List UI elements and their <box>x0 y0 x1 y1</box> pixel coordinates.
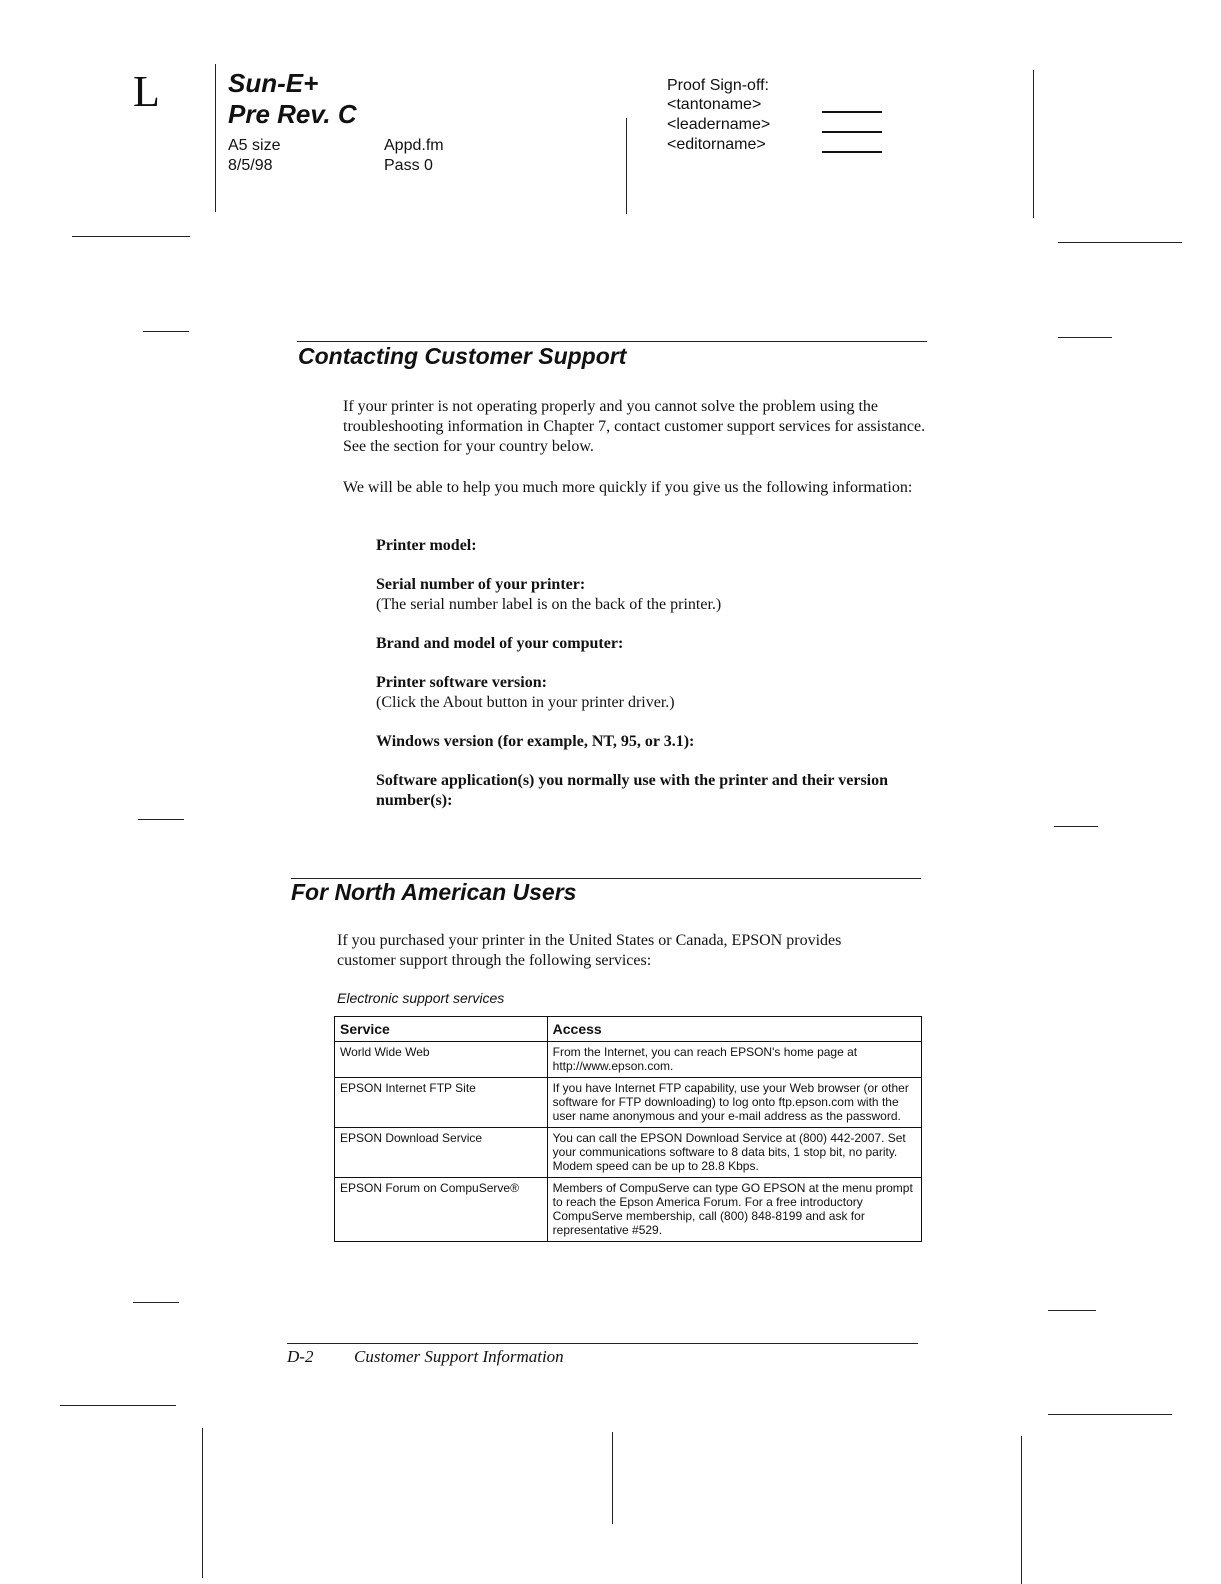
info-item-applications <box>376 771 924 811</box>
page-size: A5 size <box>228 137 281 154</box>
header-divider-left <box>215 64 216 212</box>
info-note: (Click the About button in your printer driver.) <box>376 694 675 711</box>
crop-mark <box>138 819 184 820</box>
access-cell: From the Internet, you can reach EPSON's home page at http://www.epson.com. <box>547 1042 921 1078</box>
service-cell: EPSON Forum on CompuServe® <box>335 1178 548 1242</box>
signoff-name-1: <tantoname> <box>667 96 762 113</box>
section1-paragraph-1: If your printer is not operating properly and you cannot solve the problem using the troubleshooting information in Chapter 7, contact customer support services for assistance. See the section for your country below. <box>343 398 926 455</box>
signoff-line-2 <box>822 131 882 133</box>
footer-rule <box>287 1343 918 1344</box>
info-label: Brand and model of your computer: <box>376 635 624 652</box>
access-cell: If you have Internet FTP capability, use your Web browser (or other software for FTP downloading) to log onto ftp.epson.com with the user name anonymous and your e-mail address as the password. <box>547 1078 921 1128</box>
info-item-printer-model <box>376 536 924 556</box>
info-item-windows-version <box>376 732 924 752</box>
info-label: Windows version (for example, NT, 95, or 3.1): <box>376 733 695 750</box>
header-service: Service <box>335 1017 548 1042</box>
service-cell: World Wide Web <box>335 1042 548 1078</box>
header-divider-mid <box>626 118 627 214</box>
info-label: Software application(s) you normally use with the printer and their version number(s): <box>376 772 889 809</box>
pass: Pass 0 <box>384 157 433 174</box>
info-label: Serial number of your printer: <box>376 576 586 593</box>
section-title-north-america: For North American Users <box>291 879 577 905</box>
info-item-software-version <box>376 673 924 713</box>
crop-mark <box>1058 242 1182 243</box>
crop-mark <box>72 236 190 237</box>
table-row <box>335 1042 922 1078</box>
signoff-title: Proof Sign-off: <box>667 77 769 94</box>
access-cell: Members of CompuServe can type GO EPSON at the menu prompt to reach the Epson America Forum. For a free introductory CompuServe membership, call (800) 848-8199 and ask for representative #529. <box>547 1178 921 1242</box>
crop-mark <box>133 1302 179 1303</box>
section-rule <box>297 341 927 342</box>
header-access: Access <box>547 1017 921 1042</box>
crop-mark <box>202 1428 203 1578</box>
table-row <box>335 1128 922 1178</box>
crop-mark <box>612 1432 613 1524</box>
table-header-row <box>335 1017 922 1042</box>
page-number: D-2 <box>287 1347 314 1366</box>
date: 8/5/98 <box>228 157 273 174</box>
table-caption: Electronic support services <box>337 990 505 1006</box>
section1-paragraph-2: We will be able to help you much more quickly if you give us the following information: <box>343 479 913 496</box>
file-name: Appd.fm <box>384 137 444 154</box>
crop-mark <box>60 1405 176 1406</box>
info-label: Printer software version: <box>376 674 547 691</box>
section2-intro: If you purchased your printer in the United States or Canada, EPSON provides customer support through the following services: <box>337 932 842 969</box>
info-note: (The serial number label is on the back of the printer.) <box>376 596 722 613</box>
revision: Pre Rev. C <box>228 99 357 129</box>
crop-mark <box>1054 826 1098 827</box>
info-label: Printer model: <box>376 537 477 554</box>
support-services-table <box>334 1016 922 1242</box>
crop-mark <box>1048 1310 1096 1311</box>
crop-mark <box>143 331 189 332</box>
signoff-name-3: <editorname> <box>667 136 766 153</box>
info-list <box>376 536 924 830</box>
access-cell: You can call the EPSON Download Service at (800) 442-2007. Set your communications software to 8 data bits, 1 stop bit, no parity. Modem speed can be up to 28.8 Kbps. <box>547 1128 921 1178</box>
signoff-line-1 <box>822 111 882 113</box>
service-cell: EPSON Internet FTP Site <box>335 1078 548 1128</box>
service-cell: EPSON Download Service <box>335 1128 548 1178</box>
signoff-line-3 <box>822 151 882 153</box>
crop-mark <box>1021 1436 1022 1584</box>
table-row <box>335 1078 922 1128</box>
header-divider-right <box>1033 70 1034 218</box>
corner-mark: L <box>133 67 160 116</box>
info-item-serial-number <box>376 575 924 615</box>
info-item-computer <box>376 634 924 654</box>
footer-chapter-title: Customer Support Information <box>354 1347 564 1366</box>
table-row <box>335 1178 922 1242</box>
signoff-name-2: <leadername> <box>667 116 771 133</box>
project-name: Sun-E+ <box>228 68 319 98</box>
crop-mark <box>1048 1414 1172 1415</box>
section-title-contacting: Contacting Customer Support <box>298 343 627 369</box>
crop-mark <box>1058 337 1112 338</box>
